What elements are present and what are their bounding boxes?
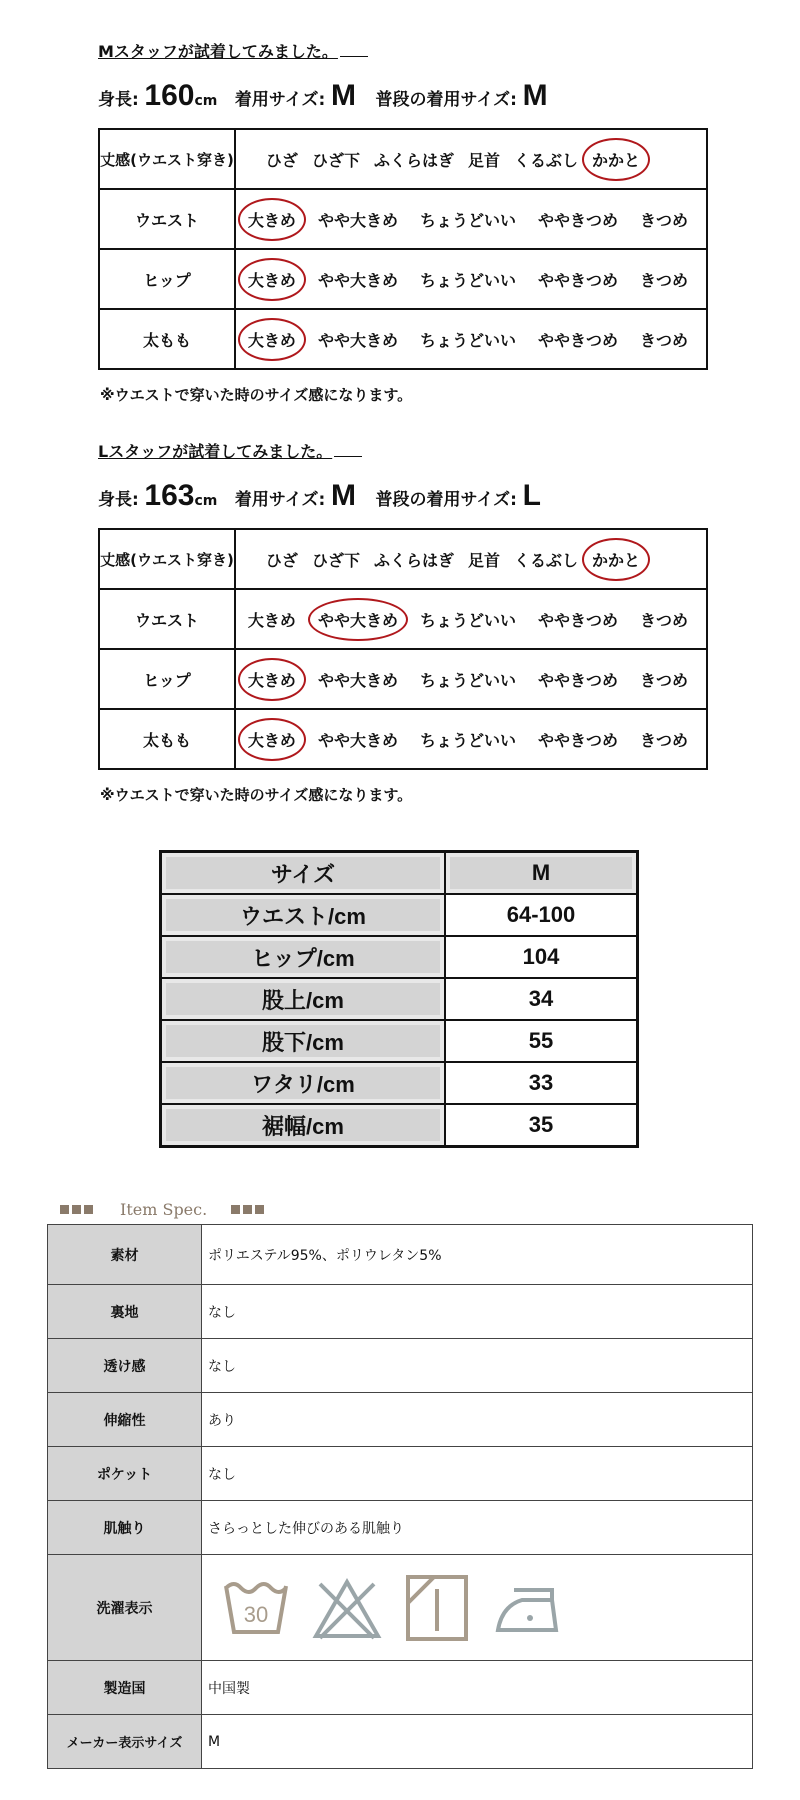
spec-value: なし xyxy=(202,1447,753,1501)
spec-row xyxy=(48,1393,753,1447)
worn-size-label: 着用サイズ: xyxy=(234,90,326,110)
spec-row xyxy=(48,1501,753,1555)
size-row-value: 34 xyxy=(445,978,638,1020)
fit-option: ややきつめ xyxy=(537,210,618,230)
worn-size-value: M xyxy=(330,79,356,112)
fit-option: やや大きめ xyxy=(317,210,398,230)
fit-row-label: ヒップ xyxy=(99,249,235,309)
fit-option-selected: やや大きめ xyxy=(314,608,402,631)
fit-options xyxy=(235,309,707,369)
size-row xyxy=(161,978,638,1020)
fit-option-selected: 大きめ xyxy=(244,268,300,291)
size-table-header-row xyxy=(161,852,638,895)
size-row xyxy=(161,1020,638,1062)
item-spec-table xyxy=(47,1224,753,1769)
fit-row-label: ウエスト xyxy=(99,189,235,249)
fit-row-label: ヒップ xyxy=(99,649,235,709)
spec-row xyxy=(48,1661,753,1715)
height-unit: cm xyxy=(194,93,218,109)
spec-row-wash xyxy=(48,1555,753,1661)
size-row xyxy=(161,1062,638,1104)
fit-option-selected: かかと xyxy=(588,548,644,571)
fit-option: くるぶし xyxy=(513,150,578,170)
staff-m-note: ※ウエストで穿いた時のサイズ感になります。 xyxy=(100,386,413,404)
spec-label: 洗濯表示 xyxy=(48,1555,202,1661)
spec-label: 裏地 xyxy=(48,1285,202,1339)
fit-options xyxy=(235,249,707,309)
fit-row xyxy=(99,649,707,709)
spec-row xyxy=(48,1339,753,1393)
fit-option: ちょうどいい xyxy=(419,330,516,350)
fit-option: 大きめ xyxy=(247,610,296,630)
fit-options xyxy=(235,649,707,709)
size-row xyxy=(161,1104,638,1147)
fit-option: 足首 xyxy=(467,150,500,170)
usual-size-value: L xyxy=(522,479,541,512)
staff-l-info xyxy=(98,478,708,514)
no-bleach-icon xyxy=(312,1576,382,1640)
fit-option: ふくらはぎ xyxy=(373,150,454,170)
fit-options xyxy=(235,709,707,769)
wash-30-icon xyxy=(222,1576,290,1640)
fit-option: ややきつめ xyxy=(537,330,618,350)
height-unit: cm xyxy=(194,493,218,509)
height-value: 163 xyxy=(144,479,195,512)
fit-option: 足首 xyxy=(467,550,500,570)
height-label: 身長: xyxy=(98,490,139,510)
fit-option: ちょうどいい xyxy=(419,210,516,230)
staff-m-info xyxy=(98,78,708,114)
height-value: 160 xyxy=(144,79,195,112)
fit-option: ややきつめ xyxy=(537,730,618,750)
fit-option-selected: かかと xyxy=(588,148,644,171)
fit-option-selected: 大きめ xyxy=(244,668,300,691)
size-row-label: ワタリ/cm xyxy=(161,1062,446,1104)
fit-option: ひざ xyxy=(265,150,298,170)
staff-l-title: Lスタッフが試着してみました。 xyxy=(98,440,708,464)
spec-label: 伸縮性 xyxy=(48,1393,202,1447)
fit-row-label: 丈感(ウエスト穿き) xyxy=(99,129,235,189)
fit-row-label: 太もも xyxy=(99,309,235,369)
fit-option: きつめ xyxy=(639,730,688,750)
fit-option: きつめ xyxy=(639,270,688,290)
fit-option: やや大きめ xyxy=(317,730,398,750)
size-row-value: 35 xyxy=(445,1104,638,1147)
wash-temp-label: 30 xyxy=(243,1601,269,1627)
size-row-label: 股上/cm xyxy=(161,978,446,1020)
fit-option: ちょうどいい xyxy=(419,610,516,630)
size-row-value: 33 xyxy=(445,1062,638,1104)
fit-option: ややきつめ xyxy=(537,610,618,630)
spec-row xyxy=(48,1285,753,1339)
fit-options xyxy=(235,529,707,589)
fit-row-label: 太もも xyxy=(99,709,235,769)
line-dry-shade-icon xyxy=(404,1573,470,1643)
size-header-label: サイズ xyxy=(161,852,446,895)
fit-options xyxy=(235,589,707,649)
spec-row xyxy=(48,1715,753,1769)
fit-row xyxy=(99,529,707,589)
spec-label: 製造国 xyxy=(48,1661,202,1715)
fit-options xyxy=(235,129,707,189)
staff-m-section xyxy=(98,40,708,114)
size-row-value: 104 xyxy=(445,936,638,978)
fit-row xyxy=(99,129,707,189)
spec-label: ポケット xyxy=(48,1447,202,1501)
spec-label: メーカー表示サイズ xyxy=(48,1715,202,1769)
size-row-label: 股下/cm xyxy=(161,1020,446,1062)
size-row-value: 55 xyxy=(445,1020,638,1062)
staff-m-title: Mスタッフが試着してみました。 xyxy=(98,40,708,64)
fit-row-label: 丈感(ウエスト穿き) xyxy=(99,529,235,589)
fit-option: ふくらはぎ xyxy=(373,550,454,570)
fit-option: ちょうどいい xyxy=(419,670,516,690)
fit-option-selected: 大きめ xyxy=(244,728,300,751)
size-row-label: 裾幅/cm xyxy=(161,1104,446,1147)
height-label: 身長: xyxy=(98,90,139,110)
staff-m-fit-table xyxy=(98,128,708,370)
fit-option: やや大きめ xyxy=(317,270,398,290)
size-row xyxy=(161,894,638,936)
fit-option: ひざ下 xyxy=(311,550,360,570)
spec-value: ポリエステル95%、ポリウレタン5% xyxy=(202,1225,753,1285)
fit-option: やや大きめ xyxy=(317,330,398,350)
item-spec-title: Item Spec. xyxy=(120,1199,208,1219)
spec-label: 透け感 xyxy=(48,1339,202,1393)
fit-option: きつめ xyxy=(639,330,688,350)
spec-value: なし xyxy=(202,1285,753,1339)
fit-option-selected: 大きめ xyxy=(244,208,300,231)
item-spec-heading xyxy=(50,1196,277,1222)
fit-row xyxy=(99,189,707,249)
fit-option: くるぶし xyxy=(513,550,578,570)
spec-label: 肌触り xyxy=(48,1501,202,1555)
spec-row xyxy=(48,1447,753,1501)
fit-option: ちょうどいい xyxy=(419,270,516,290)
fit-option: ややきつめ xyxy=(537,270,618,290)
size-row-label: ヒップ/cm xyxy=(161,936,446,978)
fit-option: きつめ xyxy=(639,210,688,230)
size-table xyxy=(159,850,639,1148)
spec-value: さらっとした伸びのある肌触り xyxy=(202,1501,753,1555)
spec-row xyxy=(48,1225,753,1285)
wash-symbols xyxy=(202,1555,753,1661)
fit-row xyxy=(99,309,707,369)
fit-option: ちょうどいい xyxy=(419,730,516,750)
size-row-value: 64-100 xyxy=(445,894,638,936)
staff-l-fit-table xyxy=(98,528,708,770)
square-bullets-icon xyxy=(231,1205,267,1214)
usual-size-value: M xyxy=(522,79,548,112)
spec-value: 中国製 xyxy=(202,1661,753,1715)
size-header-value: M xyxy=(445,852,638,895)
size-row-label: ウエスト/cm xyxy=(161,894,446,936)
worn-size-label: 着用サイズ: xyxy=(234,490,326,510)
fit-option: ややきつめ xyxy=(537,670,618,690)
spec-value: M xyxy=(202,1715,753,1769)
fit-row xyxy=(99,709,707,769)
spec-value: なし xyxy=(202,1339,753,1393)
usual-size-label: 普段の着用サイズ: xyxy=(375,490,517,510)
usual-size-label: 普段の着用サイズ: xyxy=(375,90,517,110)
staff-l-note: ※ウエストで穿いた時のサイズ感になります。 xyxy=(100,786,413,804)
square-bullets-icon xyxy=(60,1205,96,1214)
fit-options xyxy=(235,189,707,249)
staff-l-section xyxy=(98,440,708,514)
spec-label: 素材 xyxy=(48,1225,202,1285)
fit-row xyxy=(99,249,707,309)
iron-low-icon xyxy=(492,1580,564,1636)
fit-option: きつめ xyxy=(639,670,688,690)
fit-row xyxy=(99,589,707,649)
fit-option: ひざ下 xyxy=(311,150,360,170)
size-row xyxy=(161,936,638,978)
spec-value: あり xyxy=(202,1393,753,1447)
fit-row-label: ウエスト xyxy=(99,589,235,649)
fit-option: きつめ xyxy=(639,610,688,630)
fit-option: やや大きめ xyxy=(317,670,398,690)
fit-option: ひざ xyxy=(265,550,298,570)
worn-size-value: M xyxy=(330,479,356,512)
fit-option-selected: 大きめ xyxy=(244,328,300,351)
